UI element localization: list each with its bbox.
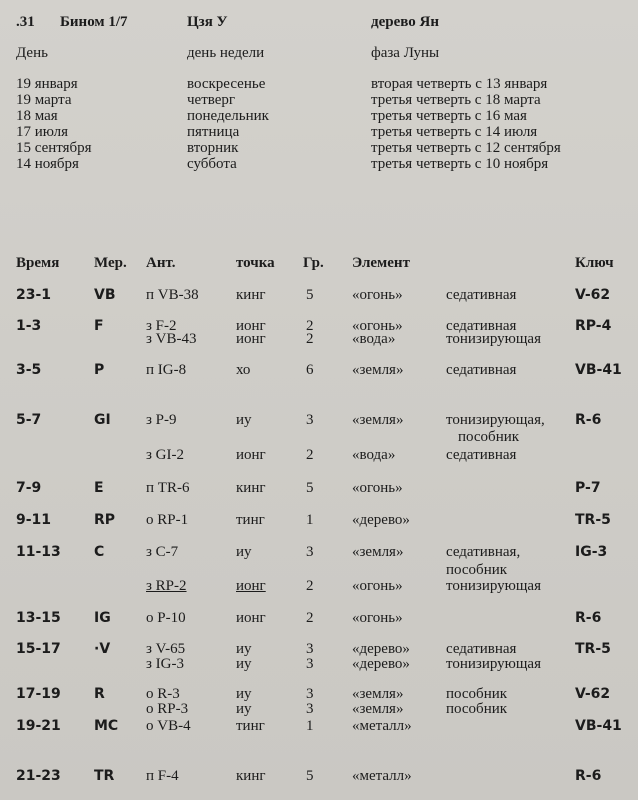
col-weekday-header: день недели xyxy=(187,45,265,61)
row-action: пособник xyxy=(446,701,508,717)
row-point: иу xyxy=(236,686,252,702)
row-group: 3 xyxy=(306,656,314,672)
row-point: иу xyxy=(236,701,252,717)
row-group: 5 xyxy=(306,768,314,784)
row-time: 11-13 xyxy=(16,544,61,560)
row-element: «металл» xyxy=(352,718,412,734)
row-element: «вода» xyxy=(352,331,396,347)
row-point: иу xyxy=(236,412,252,428)
tree-title: дерево Ян xyxy=(371,14,439,30)
row-action: седативная xyxy=(446,287,517,303)
row-action: седативная xyxy=(446,641,517,657)
row-point: кинг xyxy=(236,768,266,784)
row-key: R-6 xyxy=(575,610,602,626)
date-moon: третья четверть с 10 ноября xyxy=(371,156,549,172)
row-meridian: C xyxy=(94,544,105,560)
row-group: 3 xyxy=(306,641,314,657)
date-weekday: понедельник xyxy=(187,108,269,124)
col-moon-header: фаза Луны xyxy=(371,45,440,61)
row-element: «огонь» xyxy=(352,318,403,334)
row-element: «земля» xyxy=(352,701,404,717)
row-point: иу xyxy=(236,641,252,657)
row-point: тинг xyxy=(236,512,265,528)
row-group: 3 xyxy=(306,544,314,560)
row-antagonist: з P-9 xyxy=(146,412,177,428)
row-antagonist: з F-2 xyxy=(146,318,177,334)
date-day: 17 июля xyxy=(16,124,68,140)
row-antagonist: о RP-3 xyxy=(146,701,189,717)
row-time: 7-9 xyxy=(16,480,42,496)
row-action: пособник xyxy=(446,562,508,578)
row-meridian: ·V xyxy=(94,641,111,657)
row-group: 2 xyxy=(306,318,314,334)
row-key: VB-41 xyxy=(575,362,622,378)
row-element: «земля» xyxy=(352,686,404,702)
th-key: Ключ xyxy=(575,255,614,271)
row-time: 17-19 xyxy=(16,686,61,702)
row-action: седативная xyxy=(446,447,517,463)
th-element: Элемент xyxy=(352,255,410,271)
row-group: 3 xyxy=(306,701,314,717)
tsze-title: Цзя У xyxy=(187,14,228,30)
row-key: VB-41 xyxy=(575,718,622,734)
row-group: 1 xyxy=(306,512,314,528)
row-element: «огонь» xyxy=(352,578,403,594)
row-time: 13-15 xyxy=(16,610,61,626)
row-time: 21-23 xyxy=(16,768,61,784)
row-action: седативная xyxy=(446,362,517,378)
row-key: RP-4 xyxy=(575,318,612,334)
date-moon: третья четверть с 18 марта xyxy=(371,92,541,108)
row-group: 1 xyxy=(306,718,314,734)
page-index: .31 xyxy=(16,14,35,30)
row-antagonist: з RP-2 xyxy=(146,578,187,594)
row-antagonist: з VB-43 xyxy=(146,331,197,347)
row-antagonist: п F-4 xyxy=(146,768,179,784)
row-antagonist: п IG-8 xyxy=(146,362,187,378)
row-time: 15-17 xyxy=(16,641,61,657)
row-meridian: VB xyxy=(94,287,116,303)
row-time: 3-5 xyxy=(16,362,42,378)
row-point: ионг xyxy=(236,331,266,347)
row-group: 2 xyxy=(306,578,314,594)
th-mer: Мер. xyxy=(94,255,127,271)
row-action: пособник xyxy=(446,686,508,702)
row-point: хо xyxy=(236,362,251,378)
row-meridian: RP xyxy=(94,512,116,528)
date-moon: вторая четверть с 13 января xyxy=(371,76,548,92)
row-key: P-7 xyxy=(575,480,601,496)
row-action: тонизирующая, xyxy=(446,412,545,428)
row-meridian: P xyxy=(94,362,105,378)
row-group: 2 xyxy=(306,610,314,626)
row-antagonist: з GI-2 xyxy=(146,447,184,463)
row-element: «огонь» xyxy=(352,287,403,303)
row-time: 5-7 xyxy=(16,412,42,428)
date-weekday: вторник xyxy=(187,140,239,156)
row-meridian: IG xyxy=(94,610,111,626)
row-point: ионг xyxy=(236,578,266,594)
date-weekday: четверг xyxy=(187,92,236,108)
th-gr: Гр. xyxy=(303,255,324,271)
row-antagonist: п TR-6 xyxy=(146,480,190,496)
row-group: 5 xyxy=(306,480,314,496)
row-group: 3 xyxy=(306,412,314,428)
row-point: ионг xyxy=(236,318,266,334)
date-day: 19 марта xyxy=(16,92,72,108)
row-group: 6 xyxy=(306,362,314,378)
row-element: «огонь» xyxy=(352,610,403,626)
row-action: тонизирующая xyxy=(446,578,541,594)
date-day: 18 мая xyxy=(16,108,58,124)
row-meridian: TR xyxy=(94,768,115,784)
row-element: «вода» xyxy=(352,447,396,463)
row-key: R-6 xyxy=(575,412,602,428)
row-time: 9-11 xyxy=(16,512,52,528)
date-day: 15 сентября xyxy=(16,140,92,156)
row-time: 1-3 xyxy=(16,318,42,334)
row-point: иу xyxy=(236,544,252,560)
row-meridian: GI xyxy=(94,412,111,428)
row-meridian: E xyxy=(94,480,104,496)
date-weekday: воскресенье xyxy=(187,76,266,92)
th-point: точка xyxy=(236,255,275,271)
row-antagonist: з C-7 xyxy=(146,544,179,560)
row-point: ионг xyxy=(236,447,266,463)
date-weekday: пятница xyxy=(187,124,240,140)
row-action: седативная, xyxy=(446,544,521,560)
th-time: Время xyxy=(16,255,60,271)
row-point: ионг xyxy=(236,610,266,626)
row-point: тинг xyxy=(236,718,265,734)
row-key: TR-5 xyxy=(575,641,611,657)
row-element: «земля» xyxy=(352,362,404,378)
row-antagonist: о VB-4 xyxy=(146,718,191,734)
date-moon: третья четверть с 16 мая xyxy=(371,108,527,124)
row-antagonist: з V-65 xyxy=(146,641,186,657)
row-antagonist: п VB-38 xyxy=(146,287,199,303)
row-antagonist: о R-3 xyxy=(146,686,180,702)
row-action: тонизирующая xyxy=(446,656,541,672)
th-ant: Ант. xyxy=(146,255,176,271)
row-point: кинг xyxy=(236,287,266,303)
row-time: 23-1 xyxy=(16,287,52,303)
row-meridian: R xyxy=(94,686,105,702)
row-element: «металл» xyxy=(352,768,412,784)
row-action: седативная xyxy=(446,318,517,334)
date-moon: третья четверть с 12 сентября xyxy=(371,140,561,156)
row-element: «дерево» xyxy=(352,512,410,528)
date-weekday: суббота xyxy=(187,156,237,172)
binom-title: Бином 1/7 xyxy=(60,14,128,30)
row-action: пособник xyxy=(458,429,520,445)
row-element: «дерево» xyxy=(352,656,410,672)
row-key: IG-3 xyxy=(575,544,608,560)
row-antagonist: з IG-3 xyxy=(146,656,184,672)
row-element: «дерево» xyxy=(352,641,410,657)
row-key: TR-5 xyxy=(575,512,611,528)
row-meridian: F xyxy=(94,318,104,334)
row-element: «огонь» xyxy=(352,480,403,496)
row-element: «земля» xyxy=(352,412,404,428)
row-key: V-62 xyxy=(575,686,611,702)
row-time: 19-21 xyxy=(16,718,61,734)
col-day-header: День xyxy=(16,45,48,61)
row-element: «земля» xyxy=(352,544,404,560)
row-group: 3 xyxy=(306,686,314,702)
row-antagonist: о RP-1 xyxy=(146,512,189,528)
date-day: 14 ноября xyxy=(16,156,79,172)
row-point: кинг xyxy=(236,480,266,496)
date-day: 19 января xyxy=(16,76,78,92)
row-group: 5 xyxy=(306,287,314,303)
row-group: 2 xyxy=(306,447,314,463)
row-point: иу xyxy=(236,656,252,672)
row-group: 2 xyxy=(306,331,314,347)
date-moon: третья четверть с 14 июля xyxy=(371,124,538,140)
row-key: V-62 xyxy=(575,287,611,303)
row-antagonist: о P-10 xyxy=(146,610,186,626)
row-action: тонизирующая xyxy=(446,331,541,347)
row-key: R-6 xyxy=(575,768,602,784)
row-meridian: MC xyxy=(94,718,119,734)
